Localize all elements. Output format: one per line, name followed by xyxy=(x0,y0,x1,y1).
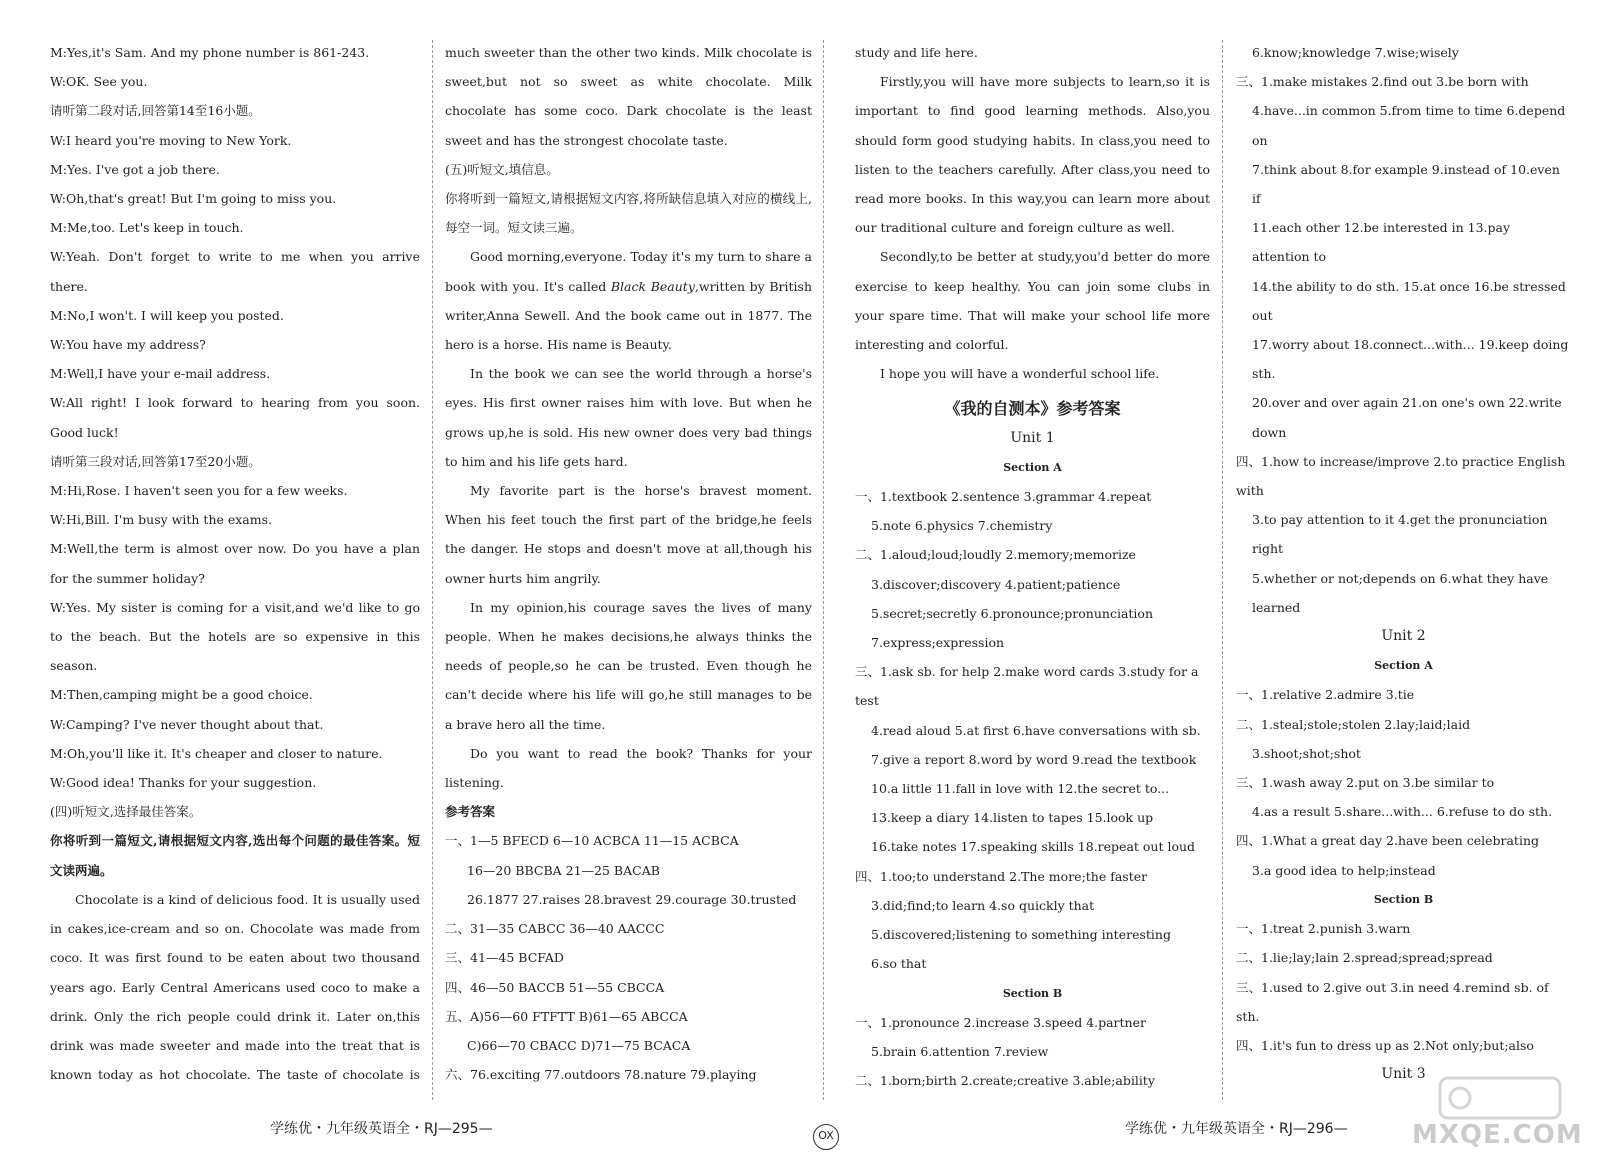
answer-line: 二、31—35 CABCC 36—40 AACCC xyxy=(445,921,665,937)
page-footer-left: 学练优・九年级英语全・RJ—295— xyxy=(270,1121,493,1137)
answer-line: 四、1.too;to understand 2.The more;the faster xyxy=(855,868,1148,884)
column-divider xyxy=(823,40,824,1100)
answer-line: 四、1.how to increase/improve 2.to practice English with xyxy=(1236,453,1566,499)
answer-line: 5.brain 6.attention 7.review xyxy=(871,1043,1049,1059)
answer-line: 一、1.treat 2.punish 3.warn xyxy=(1236,921,1411,937)
dialogue-line: M:Yes. I've got a job there. xyxy=(50,161,220,177)
instruction-line: 你将听到一篇短文,请根据短文内容,选出每个问题的最佳答案。短文读两遍。 xyxy=(50,833,420,878)
answer-line: 一、1—5 BFECD 6—10 ACBCA 11—15 ACBCA xyxy=(445,833,739,849)
answer-line: 26.1877 27.raises 28.bravest 29.courage 30.trusted xyxy=(467,891,797,907)
page-296-right-column xyxy=(1236,38,1571,1098)
answer-line: 10.a little 11.fall in love with 12.the secret to... xyxy=(871,781,1170,797)
answer-line: 二、1.born;birth 2.create;creative 3.able;ability xyxy=(855,1073,1155,1089)
page-296-left-column xyxy=(855,38,1210,1098)
answer-key-title: 参考答案 xyxy=(445,804,496,820)
answer-line: 3.shoot;shot;shot xyxy=(1252,745,1361,761)
essay-paragraph: study and life here. xyxy=(855,45,978,60)
answer-line: 一、1.textbook 2.sentence 3.grammar 4.repeat xyxy=(855,489,1152,505)
column-divider xyxy=(1222,40,1223,1100)
section-heading: Section B xyxy=(1002,986,1063,1000)
answer-line xyxy=(445,1089,812,1098)
answer-line: 7.think about 8.for example 9.instead of 10.even if xyxy=(1252,161,1560,207)
answer-line: 13.keep a diary 14.listen to tapes 15.look up xyxy=(871,810,1154,826)
section-heading: (五)听短文,填信息。 xyxy=(445,161,559,177)
section-heading: Section A xyxy=(1374,659,1433,673)
dialogue-line: M:Me,too. Let's keep in touch. xyxy=(50,220,244,236)
answer-line: 5.whether or not;depends on 6.what they have learned xyxy=(1252,570,1549,615)
answer-line: 4.as a result 5.share...with... 6.refuse to do sth. xyxy=(1252,804,1553,820)
answer-line: 三、1.make mistakes 2.find out 3.be born with xyxy=(1236,74,1529,90)
passage-paragraph: In my opinion,his courage saves the lives of many people. When he makes decisions,he always thinks the needs of people,so he can be trusted. Even though he can't decide where his life will go,he still manages to be a brave hero all the time. xyxy=(445,599,812,732)
passage-paragraph: My favorite part is the horse's bravest moment. When his feet touch the first part of the bridge,he feels the danger. He stops and doesn't move at all,though his owner hurts him angrily. xyxy=(445,483,812,586)
answer-line: 四、46—50 BACCB 51—55 CBCCA xyxy=(445,979,665,995)
answer-line: 11.each other 12.be interested in 13.pay attention to xyxy=(1252,220,1511,265)
answer-line: 三、1.used to 2.give out 3.in need 4.remind sb. of sth. xyxy=(1236,979,1549,1024)
answer-line: C)66—70 CBACC D)71—75 BCACA xyxy=(467,1037,691,1053)
dialogue-line: W:All right! I look forward to hearing from you soon. Good luck! xyxy=(50,395,420,440)
answer-line: 一、1.relative 2.admire 3.tie xyxy=(1236,687,1415,703)
dialogue-line: W:Oh,that's great! But I'm going to miss you. xyxy=(50,191,337,207)
answer-line: 二、1.steal;stole;stolen 2.lay;laid;laid xyxy=(1236,716,1471,732)
answer-line: 7.express;expression xyxy=(871,635,1005,651)
answer-line: 14.the ability to do sth. 15.at once 16.be stressed out xyxy=(1252,278,1566,323)
dialogue-line: W:Good idea! Thanks for your suggestion. xyxy=(50,775,317,791)
answer-line: 16.take notes 17.speaking skills 18.repeat out loud xyxy=(871,839,1196,855)
answer-line: 20.over and over again 21.on one's own 22.write down xyxy=(1252,395,1562,440)
dialogue-line: M:Yes,it's Sam. And my phone number is 861-243. xyxy=(50,45,370,60)
dialogue-line: W:I heard you're moving to New York. xyxy=(50,132,292,148)
dialogue-line: W:OK. See you. xyxy=(50,74,148,90)
instruction-line: 请听第二段对话,回答第14至16小题。 xyxy=(50,103,261,119)
answer-line: 4.have...in common 5.from time to time 6.depend on xyxy=(1252,103,1566,148)
dialogue-line: M:Oh,you'll like it. It's cheaper and closer to nature. xyxy=(50,745,383,761)
answer-line: 7.give a report 8.word by word 9.read the textbook xyxy=(871,751,1197,767)
section-heading: (四)听短文,选择最佳答案。 xyxy=(50,804,202,820)
dialogue-line: M:Hi,Rose. I haven't seen you for a few weeks. xyxy=(50,483,348,499)
page-295-right-column xyxy=(445,38,812,1098)
dialogue-line: M:Then,camping might be a good choice. xyxy=(50,687,313,703)
answer-line: 三、1.ask sb. for help 2.make word cards 3.study for a test xyxy=(855,664,1199,709)
page-295-left-column xyxy=(50,38,420,1098)
dialogue-line: W:You have my address? xyxy=(50,337,206,353)
answer-line: 二、1.aloud;loud;loudly 2.memory;memorize xyxy=(855,547,1136,563)
answer-line: 五、A)56—60 FTFTT B)61—65 ABCCA xyxy=(445,1008,688,1024)
passage-paragraph: Do you want to read the book? Thanks for your listening. xyxy=(445,745,812,791)
section-heading: Section A xyxy=(1003,460,1062,474)
instruction-line: 请听第三段对话,回答第17至20小题。 xyxy=(50,453,261,469)
dialogue-line: W:Hi,Bill. I'm busy with the exams. xyxy=(50,512,273,528)
dialogue-line: W:Yes. My sister is coming for a visit,and we'd like to go to the beach. But the hotels are so expensive in this season. xyxy=(50,599,420,674)
unit-heading: Unit 2 xyxy=(1381,628,1426,645)
essay-paragraph: Secondly,to be better at study,you'd better do more exercise to keep healthy. You can join some clubs in your spare time. That will make your school life more interesting and colorful. xyxy=(855,249,1210,353)
answer-line: 六、76.exciting 77.outdoors 78.nature 79.playing xyxy=(445,1067,757,1083)
answer-line: 3.did;find;to learn 4.so quickly that xyxy=(871,897,1095,913)
watermark-text: MXQE.COM xyxy=(1412,1120,1583,1150)
answer-line: 3.to pay attention to it 4.get the pronunciation right xyxy=(1252,512,1548,557)
answer-line: 6.so that xyxy=(871,956,927,972)
answer-line: 三、1.wash away 2.put on 3.be similar to xyxy=(1236,775,1495,791)
dialogue-line: W:Yeah. Don't forget to write to me when you arrive there. xyxy=(50,249,420,294)
book-title: Black Beauty xyxy=(610,278,695,294)
column-divider xyxy=(432,40,433,1100)
dialogue-line: M:Well,I have your e-mail address. xyxy=(50,366,271,382)
answer-line xyxy=(855,1095,1210,1098)
answer-line: 四、1.it's fun to dress up as 2.Not only;but;also xyxy=(1236,1037,1534,1053)
passage-paragraph: Good morning,everyone. Today it's my turn to share a book with you. It's called Black Beauty,written by British writer,Anna Sewell. And the book came out in 1877. The hero is a horse. His name is Beauty. xyxy=(445,249,812,353)
instruction-line: 你将听到一篇短文,请根据短文内容,将所缺信息填入对应的横线上,每空一词。短文读三遍。 xyxy=(445,191,812,236)
dialogue-line: W:Camping? I've never thought about that. xyxy=(50,716,324,732)
section-heading: Section B xyxy=(1373,892,1434,906)
answer-line: 17.worry about 18.connect...with... 19.keep doing sth. xyxy=(1252,337,1569,382)
essay-paragraph: Firstly,you will have more subjects to learn,so it is important to find good learning methods. Also,you should form good studying habits. In class,you need to listen to the teachers carefully. After class,you need to read more books. In this way,you can learn more about our traditional culture and foreign culture as well. xyxy=(855,74,1210,236)
essay-paragraph: I hope you will have a wonderful school life. xyxy=(880,366,1160,382)
passage-paragraph: In the book we can see the world through a horse's eyes. His first owner raises him with love. But when he grows up,he is sold. His new owner does very bad things to him and his life gets hard. xyxy=(445,366,812,469)
dialogue-line: M:No,I won't. I will keep you posted. xyxy=(50,307,284,323)
answer-line: 5.secret;secretly 6.pronounce;pronunciation xyxy=(871,605,1154,621)
unit-heading: Unit 1 xyxy=(1010,429,1055,446)
answer-line: 3.a good idea to help;instead xyxy=(1252,862,1436,878)
answer-line: 5.note 6.physics 7.chemistry xyxy=(871,518,1053,534)
answer-book-heading: 《我的自测本》参考答案 xyxy=(944,399,1121,419)
publisher-logo-icon: OX xyxy=(813,1124,839,1150)
page-footer-right: 学练优・九年级英语全・RJ—296— xyxy=(1125,1121,1348,1137)
passage-paragraph: much sweeter than the other two kinds. Milk chocolate is sweet,but not so sweet as white chocolate. Milk chocolate has some coco. Dark chocolate is the least sweet and has the strongest chocolate taste. xyxy=(445,45,812,148)
answer-line: 4.read aloud 5.at first 6.have conversations with sb. xyxy=(871,722,1201,738)
answer-line: 一、1.pronounce 2.increase 3.speed 4.partner xyxy=(855,1014,1146,1030)
answer-line: 3.discover;discovery 4.patient;patience xyxy=(871,576,1121,592)
answer-line: 6.know;knowledge 7.wise;wisely xyxy=(1252,45,1459,60)
answer-line: 二、1.lie;lay;lain 2.spread;spread;spread xyxy=(1236,950,1493,966)
answer-line: 16—20 BBCBA 21—25 BACAB xyxy=(467,862,660,878)
answer-line: 三、41—45 BCFAD xyxy=(445,950,564,966)
answer-line: 四、1.What a great day 2.have been celebrating xyxy=(1236,833,1539,849)
answer-line: 5.discovered;listening to something interesting xyxy=(871,927,1171,943)
unit-heading: Unit 3 xyxy=(1381,1066,1426,1083)
dialogue-line: M:Well,the term is almost over now. Do you have a plan for the summer holiday? xyxy=(50,541,420,586)
passage-paragraph: Chocolate is a kind of delicious food. It is usually used in cakes,ice-cream and so on. Chocolate was made from coco. It was first found to be eaten about two thousand years ago. Early Central Americans used coco to make a drink. Only the rich people could drink it. Later on,this drink was made sweeter and made into the treat that is known today as hot chocolate. The taste of chocolate is xyxy=(50,891,420,1083)
